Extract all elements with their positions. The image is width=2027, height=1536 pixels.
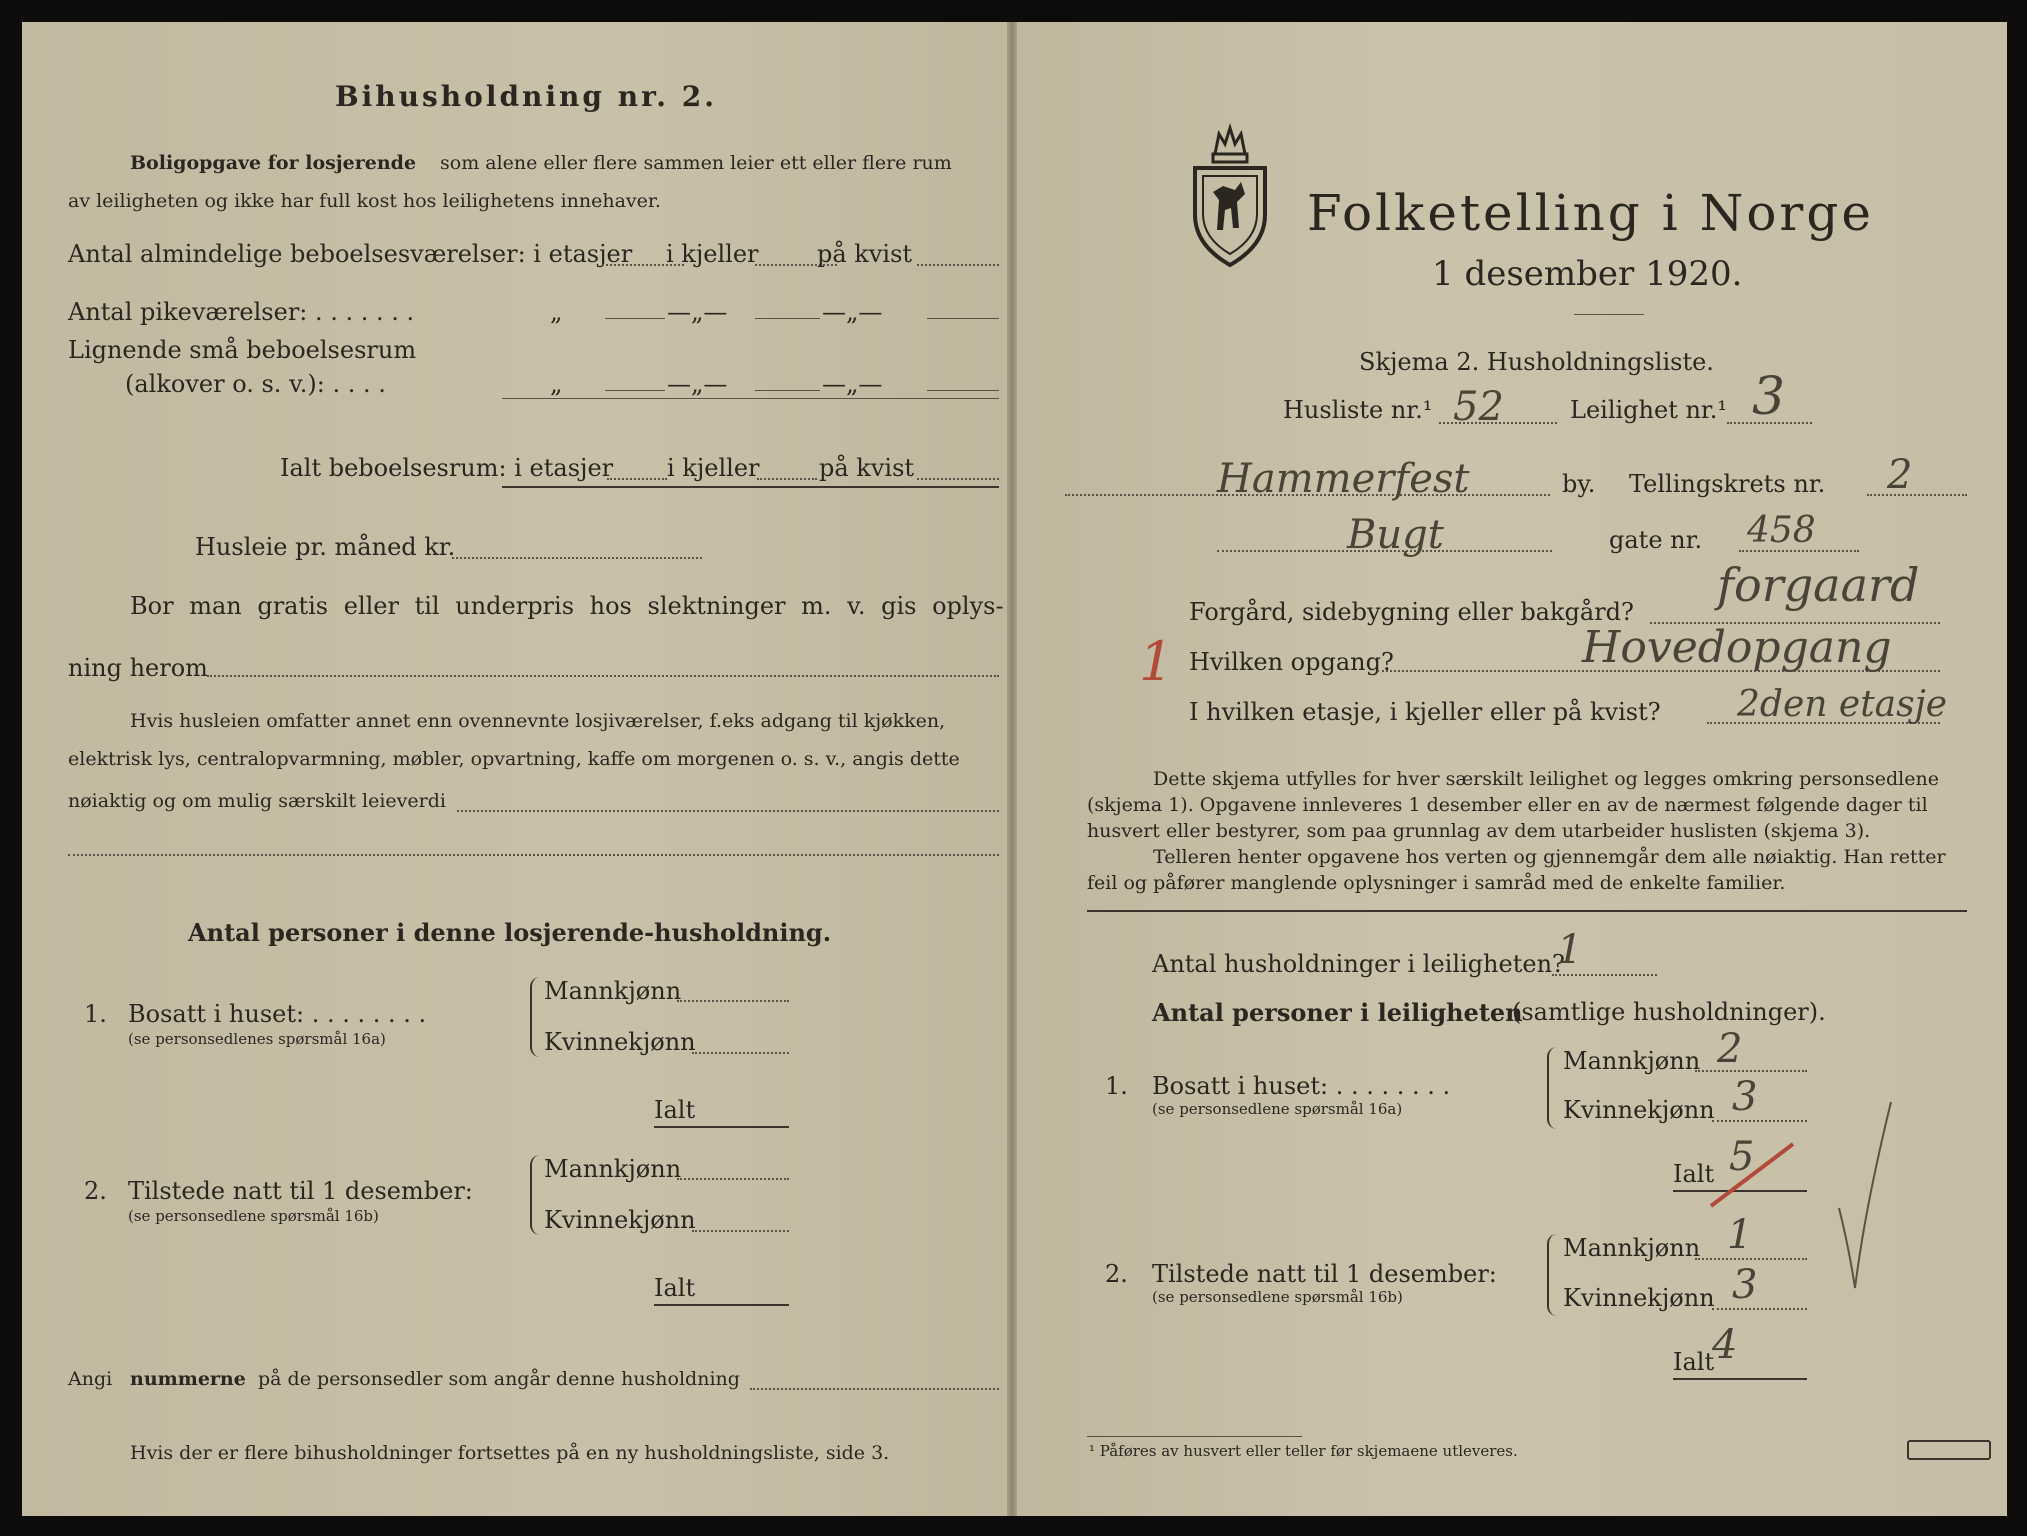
hvis-line1: Hvis husleien omfatter annet enn ovennevnte losjiværelser, f.eks adgang til kjøkken,	[130, 710, 946, 732]
field-ialt-kjeller[interactable]	[757, 478, 817, 480]
footnote: ¹ Påføres av husvert eller teller før skjemaene utleveres.	[1089, 1442, 1518, 1460]
r-q2-number: 2.	[1105, 1260, 1128, 1288]
q2-ialt-rule	[654, 1304, 789, 1306]
r-q2-label: Tilstede natt til 1 desember:	[1152, 1260, 1497, 1288]
field-r-q2-mann[interactable]	[1695, 1258, 1807, 1260]
row-almindelige: Antal almindelige beboelsesværelser: i etasjer	[68, 240, 633, 268]
norwegian-coat-of-arms-icon	[1189, 120, 1271, 270]
q1-ialt-rule	[654, 1126, 789, 1128]
ialt-kvist-label: på kvist	[819, 454, 915, 482]
hvis-line3: nøiaktig og om mulig særskilt leieverdi	[68, 790, 446, 812]
field-q2-mann[interactable]	[677, 1178, 789, 1180]
r-q2-ialt-value: 4	[1712, 1322, 1738, 1368]
right-page	[1017, 22, 2007, 1516]
husliste-label: Husliste nr.¹	[1283, 396, 1433, 424]
q2-mann-label: Mannkjønn	[544, 1155, 682, 1183]
q2-number: 2.	[84, 1177, 107, 1205]
pencil-tick-icon	[1835, 1098, 1895, 1298]
row-kvist-label: på kvist	[817, 240, 913, 268]
husleie-label: Husleie pr. måned kr.	[195, 533, 456, 561]
census-date: 1 desember 1920.	[1432, 254, 1743, 294]
skjema-label: Skjema 2. Husholdningsliste.	[1359, 348, 1714, 376]
husliste-value: 52	[1453, 384, 1504, 430]
dash-line	[927, 390, 999, 391]
field-gratis[interactable]	[207, 675, 999, 677]
row-ialt-beboelsesrum: Ialt beboelsesrum: i etasjer	[280, 454, 614, 482]
sum-rule	[502, 398, 999, 399]
field-r-q1-mann[interactable]	[1695, 1070, 1807, 1072]
r-q2-kvinne-value: 3	[1732, 1262, 1758, 1308]
by-label: by.	[1562, 470, 1596, 498]
r-q1-mann-value: 2	[1717, 1026, 1743, 1072]
opgang-value: Hovedopgang	[1582, 622, 1892, 673]
dash-line	[605, 390, 665, 391]
dash-line	[755, 390, 820, 391]
q2-label: Tilstede natt til 1 desember:	[128, 1177, 473, 1205]
q1-number: 1.	[84, 1000, 107, 1028]
by-value: Hammerfest	[1217, 456, 1470, 502]
field-q1-mann[interactable]	[677, 1000, 789, 1002]
dash-line	[605, 318, 665, 319]
field-q1-kvinne[interactable]	[692, 1052, 789, 1054]
etasje-value: 2den etasje	[1737, 684, 1948, 725]
antal-heading: Antal personer i denne losjerende-husholdning.	[188, 918, 832, 947]
intro-line2: av leiligheten og ikke har full kost hos leilighetens innehaver.	[68, 190, 661, 212]
row-alkover: (alkover o. s. v.): . . . .	[125, 370, 386, 398]
note-line2: (skjema 1). Opgavene innleveres 1 desember eller en av de nærmest følgende dager til	[1087, 794, 1928, 816]
note-line4: Telleren henter opgavene hos verten og gjennemgår dem alle nøiaktig. Han retter	[1153, 846, 1946, 868]
r-q1-mann-label: Mannkjønn	[1563, 1047, 1701, 1075]
forgard-label: Forgård, sidebygning eller bakgård?	[1189, 598, 1634, 626]
q2-ialt-label: Ialt	[654, 1274, 696, 1302]
row-lignende: Lignende små beboelsesrum	[68, 336, 417, 364]
left-title: Bihusholdning nr. 2.	[335, 80, 717, 113]
field-r-q2-kvinne[interactable]	[1712, 1308, 1807, 1310]
r-q2-ialt-label: Ialt	[1673, 1348, 1715, 1376]
left-page	[22, 22, 1007, 1516]
field-leieverdi[interactable]	[457, 810, 999, 812]
q1-kvinne-label: Kvinnekjønn	[544, 1028, 696, 1056]
row-kjeller-label: i kjeller	[666, 240, 759, 268]
dash-line	[755, 318, 820, 319]
brace	[530, 977, 542, 1057]
q2-kvinne-label: Kvinnekjønn	[544, 1206, 696, 1234]
r-q2-sub: (se personsedlene spørsmål 16b)	[1152, 1288, 1403, 1306]
ditto-mark: „	[550, 370, 563, 398]
etasje-label: I hvilken etasje, i kjeller eller på kvist?	[1189, 698, 1661, 726]
ialt-rule	[502, 486, 999, 488]
angi-pre: Angi	[68, 1368, 113, 1390]
field-q2-kvinne[interactable]	[692, 1230, 789, 1232]
note-line5: feil og påfører manglende oplysninger i samråd med de enkelte familier.	[1087, 872, 1786, 894]
printer-stamp-icon	[1907, 1440, 1991, 1460]
r-q1-number: 1.	[1105, 1072, 1128, 1100]
right-title: Folketelling i Norge	[1307, 184, 1874, 242]
gratis-line2: ning herom	[68, 654, 208, 682]
left-footer: Hvis der er flere bihusholdninger fortsettes på en ny husholdningsliste, side 3.	[130, 1442, 890, 1464]
note-line3: husvert eller bestyrer, som paa grunnlag av dem utarbeider huslisten (skjema 3).	[1087, 820, 1871, 842]
note-rule	[1087, 910, 1967, 912]
margin-mark: 1	[1139, 630, 1174, 693]
antal-husholdninger-value: 1	[1557, 927, 1583, 973]
page-fold	[1007, 22, 1017, 1516]
gate-label: gate nr.	[1609, 526, 1703, 554]
ialt-kjeller-label: i kjeller	[667, 454, 760, 482]
antal-husholdninger-label: Antal husholdninger i leiligheten?	[1152, 950, 1565, 978]
angi-bold: nummerne	[130, 1368, 246, 1390]
antal-personer-bold: Antal personer i leiligheten	[1152, 998, 1523, 1027]
intro-bold: Boligopgave for losjerende	[130, 152, 417, 174]
ditto-mark: —„—	[822, 298, 883, 326]
r-q1-kvinne-label: Kvinnekjønn	[1563, 1096, 1715, 1124]
opgang-label: Hvilken opgang?	[1189, 648, 1394, 676]
r-q1-ialt-label: Ialt	[1673, 1160, 1715, 1188]
krets-label: Tellingskrets nr.	[1629, 470, 1826, 498]
field-r-q1-kvinne[interactable]	[1712, 1120, 1807, 1122]
field-husleie[interactable]	[452, 557, 702, 559]
r-q1-label: Bosatt i huset: . . . . . . . .	[1152, 1072, 1451, 1100]
q2-sub: (se personsedlene spørsmål 16b)	[128, 1207, 379, 1225]
q1-sub: (se personsedlenes spørsmål 16a)	[128, 1030, 386, 1048]
gratis-line1: Bor man gratis eller til underpris hos slektninger m. v. gis oplys-	[130, 592, 1004, 620]
row-pikevaerelser: Antal pikeværelser: . . . . . . .	[68, 298, 415, 326]
census-form-sheet	[22, 22, 2007, 1516]
r-q2-mann-label: Mannkjønn	[1563, 1234, 1701, 1262]
gate-nr-value: 458	[1747, 510, 1816, 551]
angi-rest: på de personsedler som angår denne husholdning	[258, 1368, 740, 1390]
red-check-mark-icon	[1707, 1140, 1797, 1210]
field-ialt-kvist[interactable]	[917, 478, 999, 480]
r-q1-ialt-value: 5	[1729, 1134, 1755, 1180]
field-angi[interactable]	[750, 1388, 999, 1390]
ditto-mark: „	[550, 298, 563, 326]
field-antal-husholdninger[interactable]	[1552, 974, 1657, 976]
r-q2-ialt-rule	[1673, 1378, 1807, 1380]
brace	[1547, 1234, 1559, 1316]
q1-ialt-label: Ialt	[654, 1096, 696, 1124]
krets-value: 2	[1887, 452, 1913, 498]
antal-personer-rest: (samtlige husholdninger).	[1512, 998, 1826, 1026]
brace	[530, 1155, 542, 1235]
brace	[1547, 1047, 1559, 1129]
field-ialt-etasjer[interactable]	[607, 478, 667, 480]
hvis-line2: elektrisk lys, centralopvarmning, møbler, opvartning, kaffe om morgenen o. s. v., angis dette	[68, 748, 960, 770]
intro-rest: som alene eller flere sammen leier ett eller flere rum	[440, 152, 952, 174]
ditto-mark: —„—	[667, 298, 728, 326]
leilighet-label: Leilighet nr.¹	[1570, 396, 1728, 424]
note-line1: Dette skjema utfylles for hver særskilt leilighet og legges omkring personsedlene	[1153, 768, 1939, 790]
ditto-mark: —„—	[667, 370, 728, 398]
r-q1-kvinne-value: 3	[1732, 1074, 1758, 1120]
gate-value: Bugt	[1347, 512, 1444, 558]
r-q2-mann-value: 1	[1727, 1212, 1753, 1258]
field-leieverdi-2[interactable]	[68, 854, 999, 856]
title-rule	[1574, 314, 1644, 315]
field-krets[interactable]	[1867, 494, 1967, 496]
dash-line	[927, 318, 999, 319]
r-q2-kvinne-label: Kvinnekjønn	[1563, 1284, 1715, 1312]
q1-label: Bosatt i huset: . . . . . . . .	[128, 1000, 427, 1028]
q1-mann-label: Mannkjønn	[544, 977, 682, 1005]
forgard-value: forgaard	[1717, 558, 1920, 612]
r-q1-sub: (se personsedlene spørsmål 16a)	[1152, 1100, 1403, 1118]
footnote-rule	[1087, 1436, 1302, 1437]
field-kvist[interactable]	[917, 264, 999, 266]
ditto-mark: —„—	[822, 370, 883, 398]
leilighet-value: 3	[1752, 367, 1786, 427]
